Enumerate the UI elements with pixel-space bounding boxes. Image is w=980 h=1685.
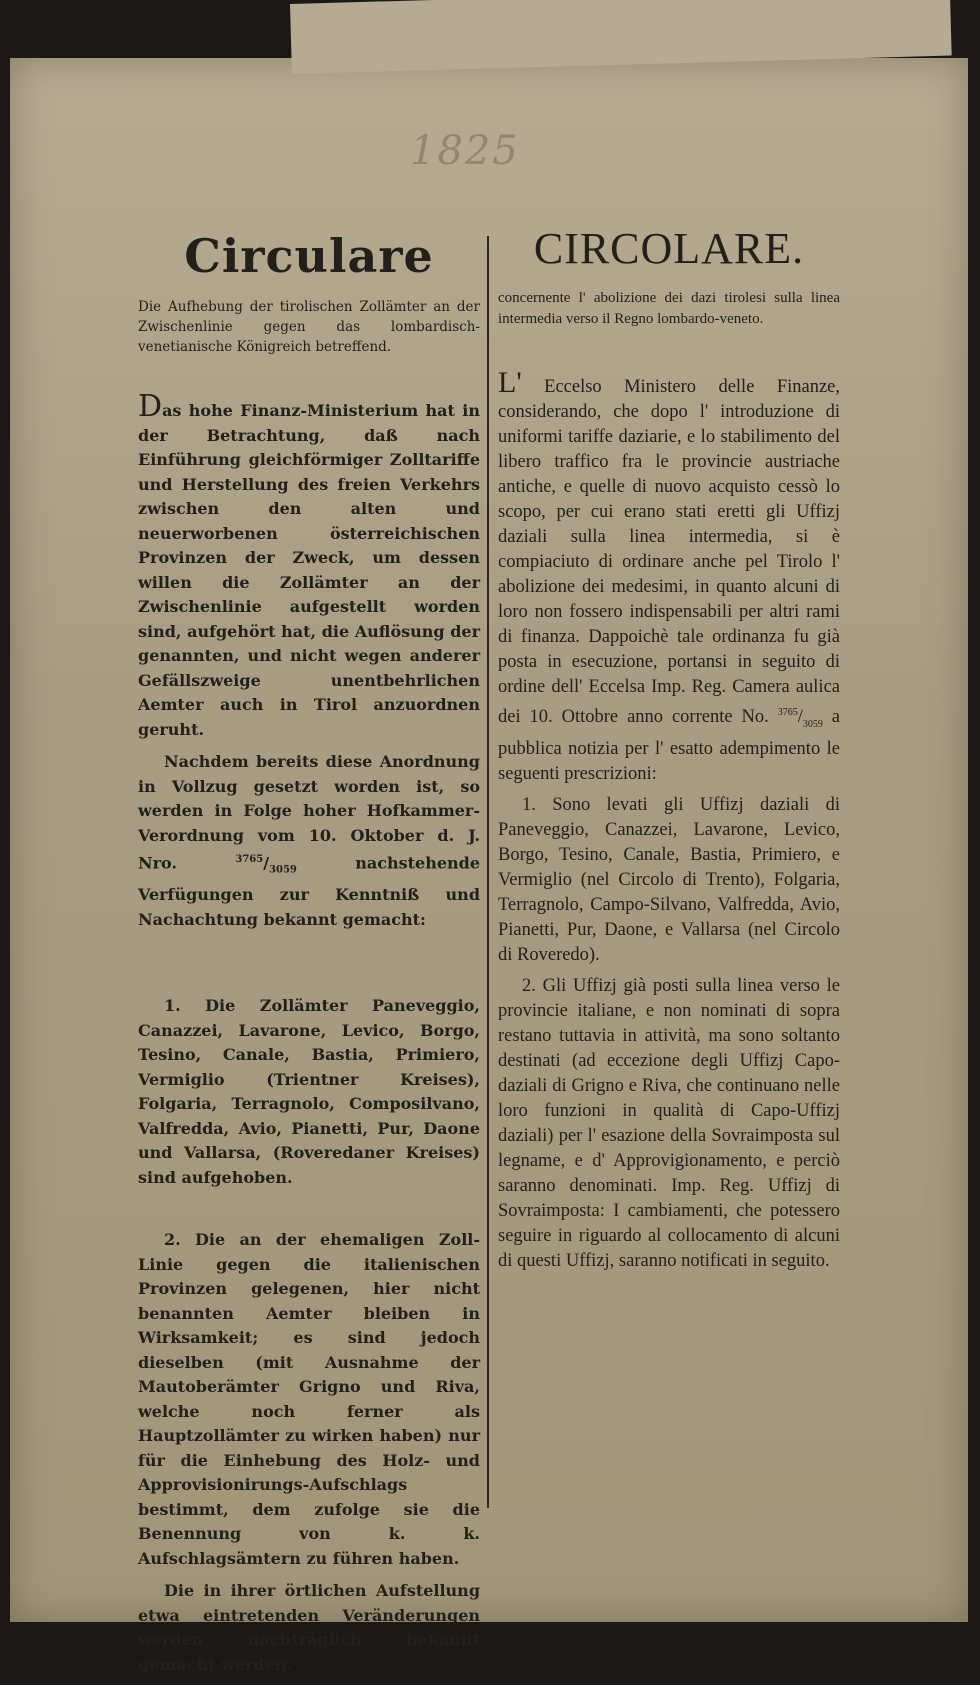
german-subtitle: Die Aufhebung der tirolischen Zollämter an der Zwischenlinie gegen das lombardisch-venetianische Königreich betreffend. [138,299,480,355]
italian-column [498,215,840,1280]
german-paragraph-1: Das hohe Finanz-Ministerium hat in der Betrachtung, daß nach Einführung gleichförmiger Zolltariffe und Herstellung des freien Verkehrs zwischen den alten und neuerworbenen österreichischen Provinzen der Zweck, um dessen willen die Zollämter an der Zwischenlinie aufgestellt worden sind, aufgehört hat, die Auflösung der genannten, und nicht wegen anderer Gefällszweige unentbehrlichen Aemter auch in Tirol anzuordnen geruht. [138,389,480,739]
italian-paragraph-2: 1. Sono levati gli Uffizj daziali di Paneveggio, Canazzei, Lavarone, Levico, Borgo, Tesino, Canale, Bastia, Primiero, e Vermiglio (nel Circolo di Trento), Folgaria, Terragnolo, Campo-Silvano, Valfredda, Avio, Pianetti, Pur, Daone, e Vallarsa (nel Circolo di Roveredo). [498,794,840,965]
italian-drop-cap: L' [498,366,522,399]
german-paragraph-4: 2. Die an der ehemaligen Zoll-Linie gegen die italienischen Provinzen gelegenen, hier nicht benannten Aemter bleiben in Wirksamkeit; es sind jedoch dieselben (mit Ausnahme der Mautoberämter Grigno und Riva, welche noch ferner als Hauptzollämter zu wirken haben) nur für die Einhebung des Holz- und Approvisionirungs-Aufschlags bestimmt, dem zufolge sie die Benennung von k. k. Aufschlagsämtern zu führen haben. [138,1230,480,1568]
german-column [138,215,480,1685]
handwritten-year-note: 1825 [410,128,520,174]
italian-subtitle: concernente l' abolizione dei dazi tirolesi sulla linea intermedia verso il Regno lombardo-veneto. [498,290,840,327]
column-divider [487,236,489,1508]
german-title: Circulare [184,229,434,283]
german-drop-cap: D [138,389,163,424]
german-paragraph-5: Die in ihrer örtlichen Aufstellung etwa eintretenden Veränderungen werden nachträglich bekannt gemacht werden. [138,1581,480,1674]
italian-paragraph-1: L' Eccelso Ministero delle Finanze, considerando, che dopo l' introduzione di uniformi tariffe daziarie, e lo stabilimento del libero traffico fra le provincie austriache antiche, e quelle di nuovo acquisto cessò lo scopo, per cui erano stati eretti gli Uffizj daziali sulla linea intermedia, si è compiaciuto di ordinare anche pel Tirolo l' abolizione dei medesimi, in quanto alcuni di loro non fossero indispensabili per altri rami di finanza. Dappoichè tale ordinanza fu già posta in esecuzione, portansi in seguito di ordine dell' Eccelsa Imp. Reg. Camera aulica dei 10. Ottobre anno corrente No. $^{3765}/_{3059}$ a pubblica notizia per l' esatto adempimento le seguenti prescrizioni: [498,366,841,784]
italian-paragraph-3: 2. Gli Uffizj già posti sulla linea verso le provincie italiane, e non nominati di sopra restano tuttavia in attività, ma sono soltanto destinati (ad eccezione degli Uffizj Capo-daziali di Grigno e Riva, che continuano nelle loro funzioni in qualità di Capo-Uffizj daziali) per l' esazione della Sovraimposta sul legname, e d' Approvigionamento, e perciò saranno denominati. Imp. Reg. Uffizj di Sovraimposta: I cambiamenti, che potessero seguire in riguardo al collocamento di alcuni di questi Uffizj, saranno notificati in seguito. [498,975,840,1271]
italian-title: CIRCOLARE. [533,224,805,273]
german-paragraph-2: Nachdem bereits diese Anordnung in Vollzug gesetzt worden ist, so werden in Folge hoher Hofkammer-Verordnung vom 10. Oktober d. J. Nro. $^{3765}/_{3059}$ nachstehende Verfügungen zur Kenntniß und Nachachtung bekannt gemacht: [138,752,480,929]
german-paragraph-3: 1. Die Zollämter Paneveggio, Canazzei, Lavarone, Levico, Borgo, Tesino, Canale, Bastia, Primiero, Vermiglio (Trientner Kreises), Folgaria, Terragnolo, Composilvano, Valfredda, Avio, Pianetti, Pur, Daone und Vallarsa, (Roveredaner Kreises) sind aufgehoben. [138,996,480,1187]
